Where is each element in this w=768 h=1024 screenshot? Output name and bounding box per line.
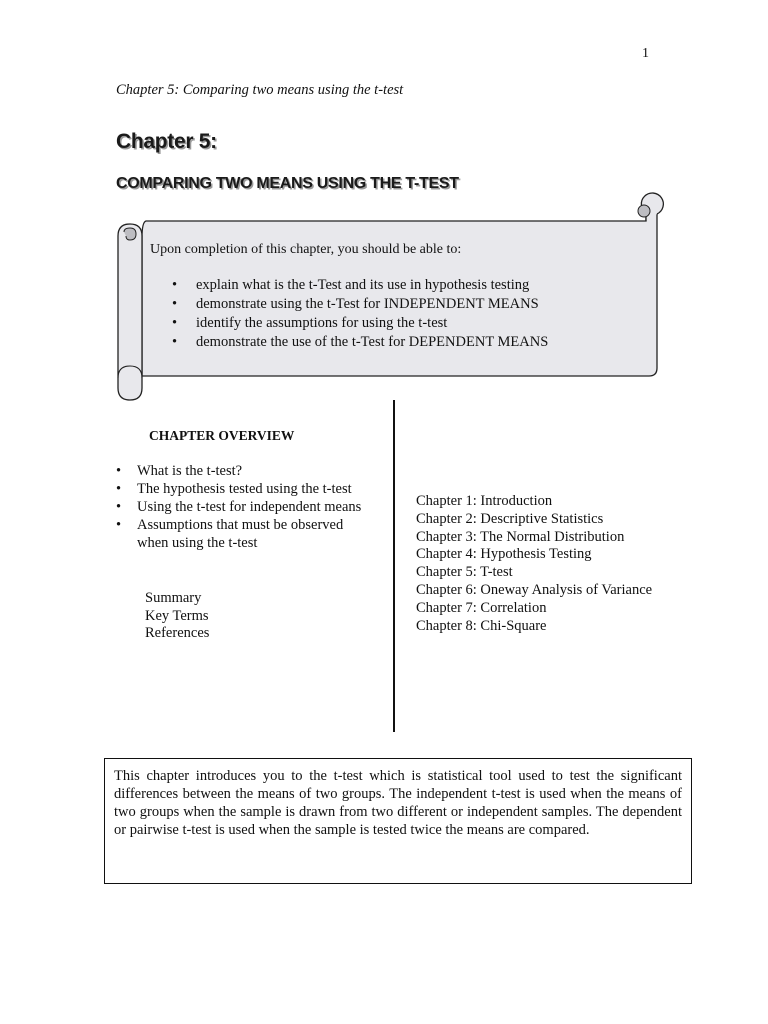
overview-item: • Using the t-test for independent means: [116, 498, 366, 516]
objective-item: • explain what is the t-Test and its use in hypothesis testing: [172, 276, 548, 295]
overview-item: • Assumptions that must be observed when using the t-test: [116, 516, 366, 552]
chapter-summary-box: This chapter introduces you to the t-test which is statistical tool used to test the significant differences between the means of two groups. The independent t-test is used when the means of two groups when the sample is drawn from two different or independent samples. The dependent or pairwise t-test is used when the sample is tested twice the means are compared.: [104, 758, 692, 884]
overview-extra-item: Summary: [145, 590, 202, 606]
objective-item: • demonstrate the use of the t-Test for DEPENDENT MEANS: [172, 333, 548, 352]
overview-item: • The hypothesis tested using the t-test: [116, 480, 366, 498]
chapter-list-item: Chapter 8: Chi-Square: [416, 617, 547, 634]
overview-extra-item: References: [145, 625, 210, 641]
objective-item: • identify the assumptions for using the t-test: [172, 314, 548, 333]
chapter-subtitle: COMPARING TWO MEANS USING THE T-TEST: [116, 175, 459, 192]
chapter-list-item: Chapter 1: Introduction: [416, 493, 553, 509]
overview-list: [116, 462, 366, 552]
overview-extra-item: Key Terms: [145, 607, 209, 624]
chapter-list-item: Chapter 6: Oneway Analysis of Variance: [416, 581, 653, 598]
chapter-list-item: Chapter 7: Correlation: [416, 599, 547, 616]
overview-item: • What is the t-test?: [116, 462, 366, 480]
chapter-list-item: Chapter 3: The Normal Distribution: [416, 528, 625, 545]
column-divider: [393, 400, 395, 732]
chapter-list-item: Chapter 4: Hypothesis Testing: [416, 546, 592, 563]
overview-heading: CHAPTER OVERVIEW: [149, 428, 295, 443]
running-header: Chapter 5: Comparing two means using the t-test: [116, 82, 404, 98]
chapter-list-item: Chapter 5: T-test: [416, 564, 513, 581]
objective-item: • demonstrate using the t-Test for INDEPENDENT MEANS: [172, 295, 548, 314]
chapter-list-item: Chapter 2: Descriptive Statistics: [416, 510, 604, 527]
page-number: 1: [642, 46, 649, 61]
chapter-list: [416, 493, 652, 635]
chapter-title: Chapter 5:: [116, 130, 217, 153]
objectives-scroll-banner: [0, 0, 768, 420]
objectives-list: [172, 276, 548, 352]
objectives-intro: Upon completion of this chapter, you should be able to:: [150, 242, 462, 257]
overview-extras: [145, 590, 209, 643]
